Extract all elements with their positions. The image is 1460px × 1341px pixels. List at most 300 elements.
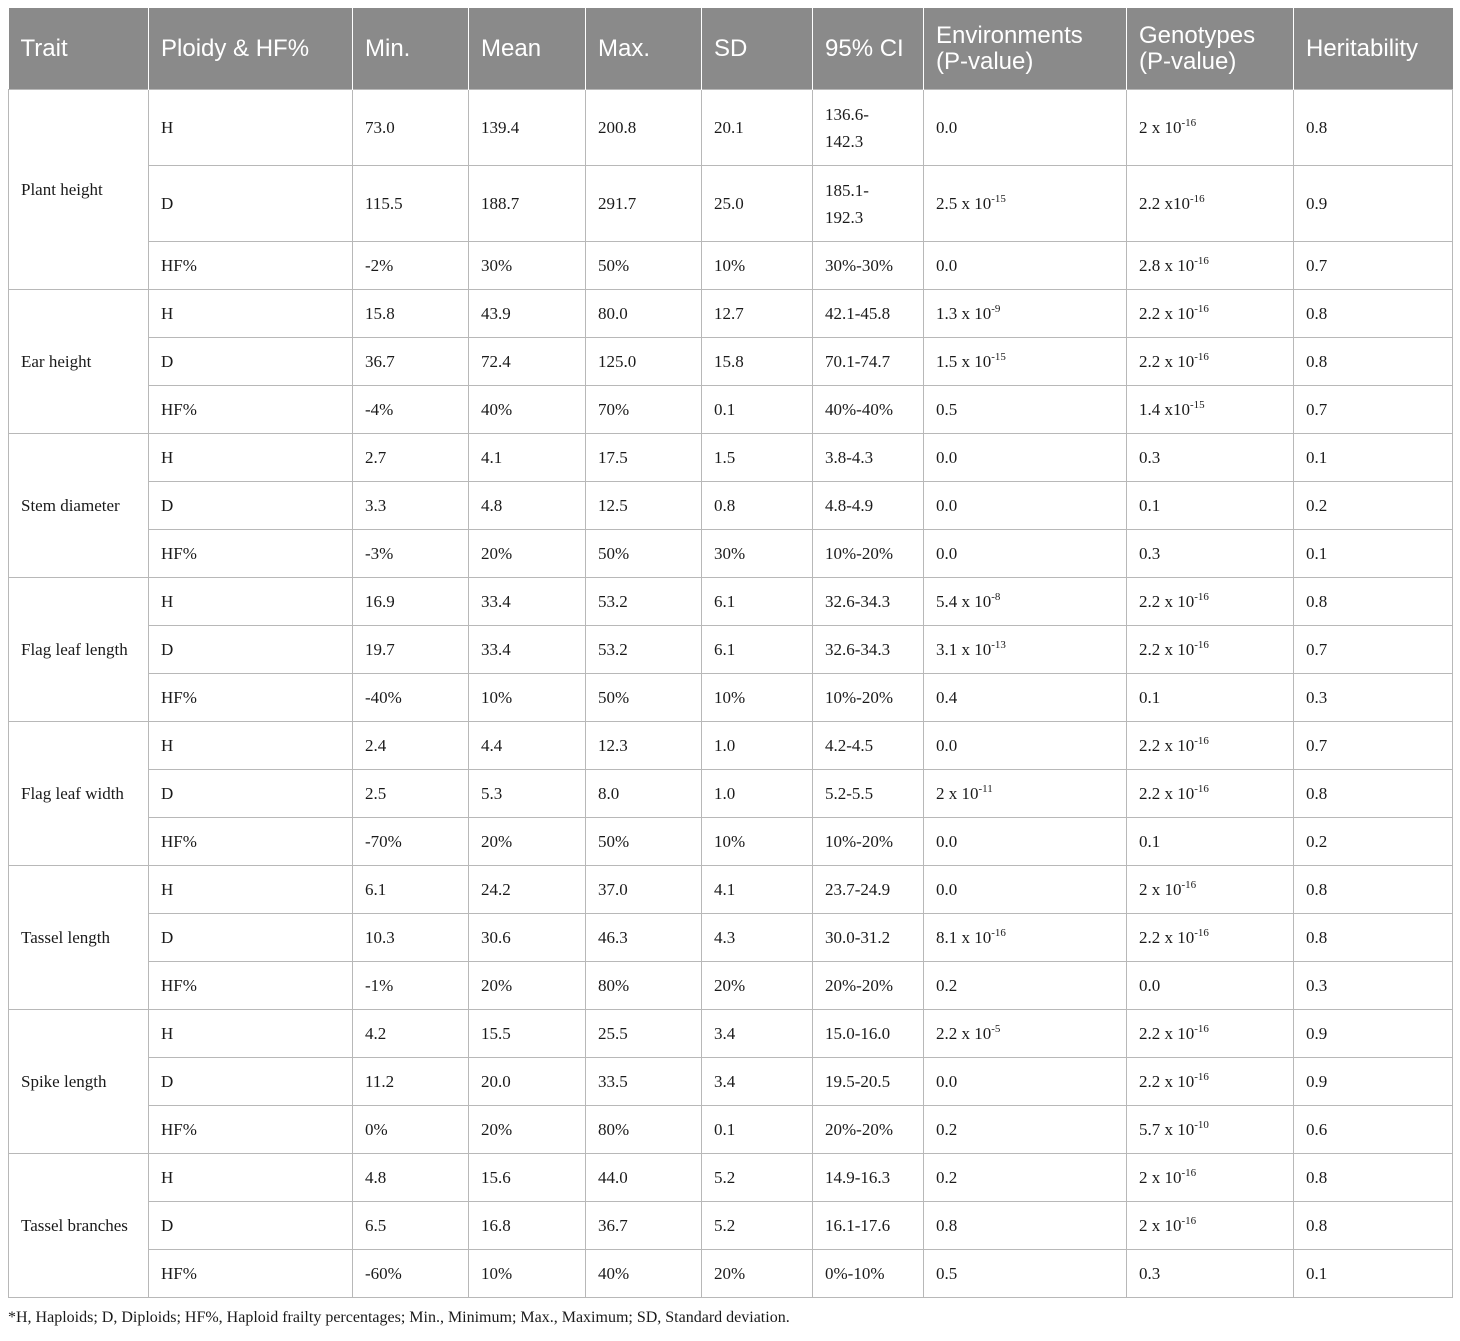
- min-cell: 4.8: [353, 1154, 469, 1202]
- p-value-exponent: -16: [1194, 350, 1209, 363]
- environments-p-cell: [924, 722, 1127, 770]
- table-row: [9, 290, 1453, 338]
- heritability-cell: 0.6: [1294, 1106, 1453, 1154]
- p-value-base: 0.0: [936, 879, 958, 899]
- sd-cell: 15.8: [702, 338, 813, 386]
- header-row: [9, 8, 1453, 90]
- genotypes-p-cell: [1127, 482, 1294, 530]
- p-value-base: 2.2 x 10: [1139, 1023, 1195, 1043]
- ploidy-cell: HF%: [149, 818, 353, 866]
- table-row: [9, 386, 1453, 434]
- p-value-exponent: -16: [1181, 1214, 1197, 1227]
- min-cell: 0%: [353, 1106, 469, 1154]
- heritability-cell: 0.2: [1294, 482, 1453, 530]
- table-row: [9, 626, 1453, 674]
- ploidy-cell: D: [149, 1202, 353, 1250]
- ci-cell: 136.6- 142.3: [813, 90, 924, 166]
- table-row: [9, 338, 1453, 386]
- ci-cell: 30%-30%: [813, 242, 924, 290]
- p-value-base: 0.0: [936, 543, 958, 563]
- min-cell: 3.3: [353, 482, 469, 530]
- genotypes-p-cell: [1127, 1250, 1294, 1298]
- heritability-cell: 0.9: [1294, 166, 1453, 242]
- min-cell: 19.7: [353, 626, 469, 674]
- environments-p-cell: [924, 1010, 1127, 1058]
- max-cell: 40%: [586, 1250, 702, 1298]
- environments-p-cell: [924, 1250, 1127, 1298]
- ploidy-cell: HF%: [149, 242, 353, 290]
- max-cell: 8.0: [586, 770, 702, 818]
- sd-cell: 20.1: [702, 90, 813, 166]
- heritability-cell: 0.8: [1294, 1154, 1453, 1202]
- ploidy-cell: HF%: [149, 674, 353, 722]
- ploidy-cell: HF%: [149, 386, 353, 434]
- environments-p-cell: [924, 290, 1127, 338]
- ci-cell: 4.8-4.9: [813, 482, 924, 530]
- heritability-cell: 0.1: [1294, 434, 1453, 482]
- ploidy-cell: H: [149, 578, 353, 626]
- p-value-base: 2 x 10: [936, 783, 979, 803]
- ci-cell: 40%-40%: [813, 386, 924, 434]
- p-value-exponent: -10: [1194, 1118, 1209, 1131]
- p-value-base: 2.2 x 10: [1139, 591, 1195, 611]
- sd-cell: 10%: [702, 674, 813, 722]
- table-row: [9, 1154, 1453, 1202]
- genotypes-p-cell: [1127, 338, 1294, 386]
- heritability-cell: 0.8: [1294, 578, 1453, 626]
- environments-p-cell: [924, 962, 1127, 1010]
- genotypes-p-cell: [1127, 914, 1294, 962]
- col-header-mean: Mean: [469, 8, 586, 90]
- max-cell: 50%: [586, 818, 702, 866]
- p-value-exponent: -15: [1190, 398, 1205, 411]
- table-row: [9, 770, 1453, 818]
- ploidy-cell: H: [149, 1154, 353, 1202]
- col-header-max: Max.: [586, 8, 702, 90]
- heritability-cell: 0.8: [1294, 90, 1453, 166]
- p-value-base: 0.0: [936, 447, 958, 467]
- ploidy-cell: H: [149, 90, 353, 166]
- p-value-base: 2.8 x 10: [1139, 255, 1195, 275]
- p-value-base: 0.2: [936, 1119, 958, 1139]
- trait-cell: Ear height: [9, 290, 149, 434]
- max-cell: 125.0: [586, 338, 702, 386]
- max-cell: 33.5: [586, 1058, 702, 1106]
- p-value-exponent: -16: [1194, 1022, 1209, 1035]
- environments-p-cell: [924, 1058, 1127, 1106]
- max-cell: 17.5: [586, 434, 702, 482]
- p-value-exponent: -16: [1181, 878, 1197, 891]
- heritability-cell: 0.8: [1294, 770, 1453, 818]
- min-cell: 15.8: [353, 290, 469, 338]
- sd-cell: 25.0: [702, 166, 813, 242]
- table-row: [9, 1250, 1453, 1298]
- mean-cell: 188.7: [469, 166, 586, 242]
- min-cell: 6.1: [353, 866, 469, 914]
- table-row: [9, 866, 1453, 914]
- min-cell: -3%: [353, 530, 469, 578]
- p-value-base: 1.4 x10: [1139, 399, 1190, 419]
- sd-cell: 4.3: [702, 914, 813, 962]
- genotypes-p-cell: [1127, 290, 1294, 338]
- table-row: [9, 914, 1453, 962]
- p-value-exponent: -16: [1194, 254, 1209, 267]
- environments-p-cell: [924, 626, 1127, 674]
- p-value-exponent: -16: [1194, 590, 1209, 603]
- p-value-base: 5.7 x 10: [1139, 1119, 1195, 1139]
- min-cell: 2.4: [353, 722, 469, 770]
- ci-cell: 20%-20%: [813, 1106, 924, 1154]
- max-cell: 80%: [586, 1106, 702, 1154]
- trait-cell: Flag leaf width: [9, 722, 149, 866]
- max-cell: 50%: [586, 242, 702, 290]
- p-value-exponent: -8: [991, 590, 1001, 603]
- ci-cell: 16.1-17.6: [813, 1202, 924, 1250]
- mean-cell: 139.4: [469, 90, 586, 166]
- max-cell: 80%: [586, 962, 702, 1010]
- sd-cell: 10%: [702, 242, 813, 290]
- max-cell: 80.0: [586, 290, 702, 338]
- max-cell: 12.5: [586, 482, 702, 530]
- ci-cell: 3.8-4.3: [813, 434, 924, 482]
- ploidy-cell: HF%: [149, 1250, 353, 1298]
- min-cell: 11.2: [353, 1058, 469, 1106]
- p-value-exponent: -15: [991, 192, 1006, 205]
- p-value-base: 0.1: [1139, 687, 1161, 707]
- table-row: [9, 674, 1453, 722]
- ploidy-cell: H: [149, 434, 353, 482]
- p-value-base: 1.5 x 10: [936, 351, 992, 371]
- table-row: [9, 722, 1453, 770]
- p-value-base: 0.5: [936, 1263, 958, 1283]
- col-header-environments: Environments (P-value): [924, 8, 1127, 90]
- trait-cell: Flag leaf length: [9, 578, 149, 722]
- p-value-exponent: -16: [1194, 782, 1209, 795]
- col-header-ploidy: Ploidy & HF%: [149, 8, 353, 90]
- table-row: [9, 90, 1453, 166]
- max-cell: 50%: [586, 674, 702, 722]
- min-cell: 6.5: [353, 1202, 469, 1250]
- p-value-base: 0.1: [1139, 495, 1161, 515]
- sd-cell: 30%: [702, 530, 813, 578]
- sd-cell: 1.0: [702, 770, 813, 818]
- p-value-exponent: -16: [1194, 1070, 1209, 1083]
- p-value-base: 0.0: [936, 255, 958, 275]
- mean-cell: 20.0: [469, 1058, 586, 1106]
- ploidy-cell: H: [149, 722, 353, 770]
- ploidy-cell: HF%: [149, 1106, 353, 1154]
- mean-cell: 15.6: [469, 1154, 586, 1202]
- mean-cell: 4.4: [469, 722, 586, 770]
- environments-p-cell: [924, 1106, 1127, 1154]
- min-cell: 36.7: [353, 338, 469, 386]
- heritability-cell: 0.8: [1294, 914, 1453, 962]
- heritability-cell: 0.9: [1294, 1010, 1453, 1058]
- min-cell: -1%: [353, 962, 469, 1010]
- genotypes-p-cell: [1127, 578, 1294, 626]
- col-header-heritability: Heritability: [1294, 8, 1453, 90]
- max-cell: 46.3: [586, 914, 702, 962]
- mean-cell: 30.6: [469, 914, 586, 962]
- mean-cell: 16.8: [469, 1202, 586, 1250]
- ploidy-cell: D: [149, 482, 353, 530]
- p-value-base: 0.0: [936, 735, 958, 755]
- ci-cell: 70.1-74.7: [813, 338, 924, 386]
- trait-cell: Tassel length: [9, 866, 149, 1010]
- sd-cell: 5.2: [702, 1154, 813, 1202]
- p-value-exponent: -5: [991, 1022, 1001, 1035]
- heritability-cell: 0.3: [1294, 962, 1453, 1010]
- sd-cell: 1.5: [702, 434, 813, 482]
- ploidy-cell: HF%: [149, 962, 353, 1010]
- ci-cell: 23.7-24.9: [813, 866, 924, 914]
- genotypes-p-cell: [1127, 674, 1294, 722]
- ci-cell: 10%-20%: [813, 818, 924, 866]
- p-value-base: 0.0: [936, 831, 958, 851]
- max-cell: 12.3: [586, 722, 702, 770]
- table-row: [9, 578, 1453, 626]
- p-value-base: 0.8: [936, 1215, 958, 1235]
- genotypes-p-cell: [1127, 866, 1294, 914]
- p-value-base: 2.2 x 10: [936, 1023, 992, 1043]
- heritability-cell: 0.8: [1294, 290, 1453, 338]
- sd-cell: 12.7: [702, 290, 813, 338]
- heritability-cell: 0.7: [1294, 722, 1453, 770]
- ploidy-cell: HF%: [149, 530, 353, 578]
- trait-cell: Plant height: [9, 90, 149, 290]
- p-value-base: 2.2 x 10: [1139, 783, 1195, 803]
- genotypes-p-cell: [1127, 626, 1294, 674]
- mean-cell: 20%: [469, 530, 586, 578]
- max-cell: 291.7: [586, 166, 702, 242]
- mean-cell: 33.4: [469, 578, 586, 626]
- p-value-base: 0.5: [936, 399, 958, 419]
- p-value-base: 0.0: [1139, 975, 1161, 995]
- sd-cell: 0.1: [702, 1106, 813, 1154]
- p-value-base: 2 x 10: [1139, 1167, 1182, 1187]
- p-value-exponent: -9: [991, 302, 1001, 315]
- ci-cell: 5.2-5.5: [813, 770, 924, 818]
- max-cell: 200.8: [586, 90, 702, 166]
- environments-p-cell: [924, 434, 1127, 482]
- p-value-base: 2.2 x 10: [1139, 351, 1195, 371]
- table-row: [9, 482, 1453, 530]
- p-value-base: 2.2 x 10: [1139, 639, 1195, 659]
- p-value-exponent: -11: [978, 782, 993, 795]
- mean-cell: 10%: [469, 674, 586, 722]
- genotypes-p-cell: [1127, 1058, 1294, 1106]
- mean-cell: 4.8: [469, 482, 586, 530]
- environments-p-cell: [924, 482, 1127, 530]
- max-cell: 70%: [586, 386, 702, 434]
- heritability-cell: 0.1: [1294, 530, 1453, 578]
- col-header-min: Min.: [353, 8, 469, 90]
- col-header-ci: 95% CI: [813, 8, 924, 90]
- sd-cell: 0.1: [702, 386, 813, 434]
- p-value-exponent: -13: [991, 638, 1006, 651]
- max-cell: 37.0: [586, 866, 702, 914]
- genotypes-p-cell: [1127, 1010, 1294, 1058]
- sd-cell: 20%: [702, 1250, 813, 1298]
- table-row: [9, 1106, 1453, 1154]
- p-value-base: 1.3 x 10: [936, 303, 992, 323]
- p-value-base: 2.2 x 10: [1139, 1071, 1195, 1091]
- p-value-base: 0.2: [936, 1167, 958, 1187]
- min-cell: -40%: [353, 674, 469, 722]
- ploidy-cell: H: [149, 1010, 353, 1058]
- ci-cell: 10%-20%: [813, 530, 924, 578]
- genotypes-p-cell: [1127, 242, 1294, 290]
- table-row: [9, 434, 1453, 482]
- ci-cell: 20%-20%: [813, 962, 924, 1010]
- p-value-base: 2.5 x 10: [936, 193, 992, 213]
- environments-p-cell: [924, 242, 1127, 290]
- sd-cell: 0.8: [702, 482, 813, 530]
- ci-cell: 15.0-16.0: [813, 1010, 924, 1058]
- mean-cell: 20%: [469, 818, 586, 866]
- ploidy-cell: D: [149, 166, 353, 242]
- environments-p-cell: [924, 90, 1127, 166]
- p-value-base: 0.0: [936, 117, 958, 137]
- min-cell: -60%: [353, 1250, 469, 1298]
- p-value-base: 2 x 10: [1139, 879, 1182, 899]
- p-value-exponent: -16: [991, 926, 1006, 939]
- p-value-base: 0.0: [936, 1071, 958, 1091]
- ci-cell: 10%-20%: [813, 674, 924, 722]
- ci-cell: 0%-10%: [813, 1250, 924, 1298]
- genotypes-p-cell: [1127, 386, 1294, 434]
- sd-cell: 6.1: [702, 578, 813, 626]
- mean-cell: 10%: [469, 1250, 586, 1298]
- heritability-cell: 0.8: [1294, 1202, 1453, 1250]
- p-value-exponent: -16: [1181, 1166, 1197, 1179]
- heritability-cell: 0.8: [1294, 338, 1453, 386]
- ci-cell: 42.1-45.8: [813, 290, 924, 338]
- ci-cell: 185.1- 192.3: [813, 166, 924, 242]
- p-value-base: 2.2 x 10: [1139, 735, 1195, 755]
- heritability-cell: 0.7: [1294, 386, 1453, 434]
- mean-cell: 72.4: [469, 338, 586, 386]
- ci-cell: 30.0-31.2: [813, 914, 924, 962]
- mean-cell: 30%: [469, 242, 586, 290]
- mean-cell: 43.9: [469, 290, 586, 338]
- table-row: [9, 1010, 1453, 1058]
- min-cell: 73.0: [353, 90, 469, 166]
- genotypes-p-cell: [1127, 530, 1294, 578]
- p-value-base: 2.2 x10: [1139, 193, 1190, 213]
- p-value-exponent: -16: [1194, 734, 1209, 747]
- mean-cell: 5.3: [469, 770, 586, 818]
- trait-cell: Spike length: [9, 1010, 149, 1154]
- table-body: [9, 90, 1453, 1298]
- min-cell: -4%: [353, 386, 469, 434]
- table-row: [9, 1202, 1453, 1250]
- table-container: [8, 8, 1452, 1327]
- table-row: [9, 166, 1453, 242]
- ploidy-cell: H: [149, 866, 353, 914]
- ci-cell: 32.6-34.3: [813, 578, 924, 626]
- p-value-exponent: -16: [1190, 192, 1205, 205]
- heritability-cell: 0.9: [1294, 1058, 1453, 1106]
- environments-p-cell: [924, 914, 1127, 962]
- genotypes-p-cell: [1127, 1106, 1294, 1154]
- max-cell: 53.2: [586, 578, 702, 626]
- ploidy-cell: D: [149, 338, 353, 386]
- heritability-cell: 0.2: [1294, 818, 1453, 866]
- p-value-base: 0.3: [1139, 1263, 1161, 1283]
- environments-p-cell: [924, 770, 1127, 818]
- heritability-cell: 0.8: [1294, 866, 1453, 914]
- sd-cell: 1.0: [702, 722, 813, 770]
- mean-cell: 40%: [469, 386, 586, 434]
- genotypes-p-cell: [1127, 166, 1294, 242]
- p-value-base: 8.1 x 10: [936, 927, 992, 947]
- min-cell: 2.7: [353, 434, 469, 482]
- environments-p-cell: [924, 1154, 1127, 1202]
- ploidy-cell: D: [149, 1058, 353, 1106]
- sd-cell: 20%: [702, 962, 813, 1010]
- mean-cell: 20%: [469, 1106, 586, 1154]
- min-cell: -2%: [353, 242, 469, 290]
- p-value-base: 0.2: [936, 975, 958, 995]
- p-value-base: 5.4 x 10: [936, 591, 992, 611]
- table-row: [9, 242, 1453, 290]
- p-value-exponent: -16: [1194, 926, 1209, 939]
- mean-cell: 4.1: [469, 434, 586, 482]
- sd-cell: 10%: [702, 818, 813, 866]
- trait-cell: Tassel branches: [9, 1154, 149, 1298]
- mean-cell: 15.5: [469, 1010, 586, 1058]
- min-cell: 10.3: [353, 914, 469, 962]
- genotypes-p-cell: [1127, 434, 1294, 482]
- heritability-cell: 0.3: [1294, 674, 1453, 722]
- environments-p-cell: [924, 166, 1127, 242]
- genotypes-p-cell: [1127, 90, 1294, 166]
- environments-p-cell: [924, 338, 1127, 386]
- p-value-base: 0.3: [1139, 543, 1161, 563]
- environments-p-cell: [924, 530, 1127, 578]
- table-row: [9, 530, 1453, 578]
- genotypes-p-cell: [1127, 962, 1294, 1010]
- col-header-genotypes: Genotypes (P-value): [1127, 8, 1294, 90]
- p-value-base: 2 x 10: [1139, 117, 1182, 137]
- col-header-sd: SD: [702, 8, 813, 90]
- sd-cell: 4.1: [702, 866, 813, 914]
- footnote: *H, Haploids; D, Diploids; HF%, Haploid frailty percentages; Min., Minimum; Max., Maximum; SD, Standard deviation.: [8, 1309, 790, 1326]
- ci-cell: 19.5-20.5: [813, 1058, 924, 1106]
- sd-cell: 3.4: [702, 1058, 813, 1106]
- table-row: [9, 962, 1453, 1010]
- environments-p-cell: [924, 866, 1127, 914]
- min-cell: 115.5: [353, 166, 469, 242]
- p-value-base: 0.3: [1139, 447, 1161, 467]
- ploidy-cell: D: [149, 770, 353, 818]
- p-value-base: 2 x 10: [1139, 1215, 1182, 1235]
- max-cell: 53.2: [586, 626, 702, 674]
- ci-cell: 14.9-16.3: [813, 1154, 924, 1202]
- mean-cell: 24.2: [469, 866, 586, 914]
- heritability-cell: 0.7: [1294, 626, 1453, 674]
- environments-p-cell: [924, 386, 1127, 434]
- min-cell: 16.9: [353, 578, 469, 626]
- table-row: [9, 1058, 1453, 1106]
- table-row: [9, 818, 1453, 866]
- ci-cell: 4.2-4.5: [813, 722, 924, 770]
- genotypes-p-cell: [1127, 818, 1294, 866]
- min-cell: 4.2: [353, 1010, 469, 1058]
- environments-p-cell: [924, 1202, 1127, 1250]
- p-value-exponent: -16: [1181, 116, 1197, 129]
